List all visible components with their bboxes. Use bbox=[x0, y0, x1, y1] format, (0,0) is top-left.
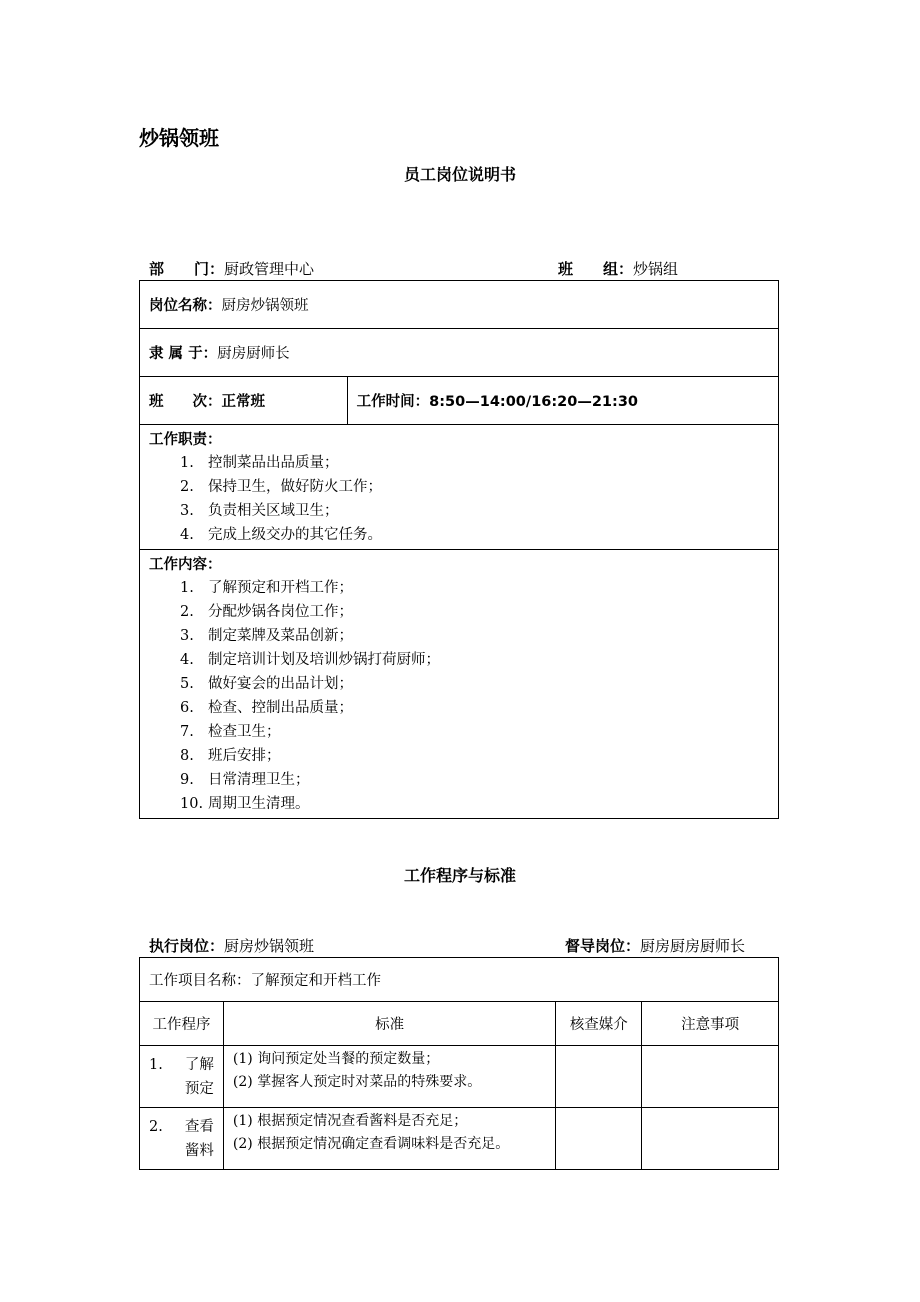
work-content-cell bbox=[140, 550, 779, 819]
table-row bbox=[140, 1046, 779, 1108]
list-item: 1. 控制菜品出品质量； bbox=[180, 455, 339, 471]
exec-position-label: 执行岗位： bbox=[149, 937, 225, 955]
list-item: 6. 检查、控制出品质量； bbox=[180, 700, 353, 716]
list-item: 10. 周期卫生清理。 bbox=[180, 796, 310, 812]
list-item: 3. 制定菜牌及菜品创新； bbox=[180, 628, 353, 644]
list-item: 8. 班后安排； bbox=[180, 748, 281, 764]
list-item: 4. 制定培训计划及培训炒锅打荷厨师； bbox=[180, 652, 440, 668]
supervise-position-label: 督导岗位： bbox=[565, 937, 641, 955]
procedure-meta-row bbox=[149, 935, 779, 957]
document-title: 炒锅领班 bbox=[139, 126, 219, 150]
reports-to-cell bbox=[140, 329, 779, 377]
duties-label: 工作职责： bbox=[149, 432, 222, 448]
standard-cell: (1) 询问预定处当餐的预定数量； (2) 掌握客人预定时对菜品的特殊要求。 bbox=[223, 1046, 555, 1108]
reports-label: 隶 属 于： bbox=[149, 346, 218, 362]
procedure-table bbox=[139, 957, 779, 1170]
step-cell: 1. 了解 预定 bbox=[140, 1046, 224, 1108]
exec-position-value: 厨房炒锅领班 bbox=[224, 937, 315, 955]
list-item: 7. 检查卫生； bbox=[180, 724, 281, 740]
work-content-label: 工作内容： bbox=[149, 557, 222, 573]
department-field bbox=[149, 258, 314, 279]
position-name-cell bbox=[140, 281, 779, 329]
standard-cell: (1) 根据预定情况查看酱料是否充足； (2) 根据预定情况确定查看调味料是否充足。 bbox=[223, 1108, 555, 1170]
group-field bbox=[558, 258, 678, 279]
position-value: 厨房炒锅领班 bbox=[221, 298, 309, 314]
shift-cell bbox=[140, 377, 348, 425]
position-label: 岗位名称： bbox=[149, 298, 222, 314]
header-notes: 注意事项 bbox=[642, 1002, 779, 1046]
supervise-position-field bbox=[565, 935, 745, 956]
exec-position-field bbox=[149, 935, 314, 956]
list-item: 2. 保持卫生，做好防火工作； bbox=[180, 479, 382, 495]
list-item: 5. 做好宴会的出品计划； bbox=[180, 676, 353, 692]
list-item: 2. 分配炒锅各岗位工作； bbox=[180, 604, 353, 620]
table-row bbox=[140, 1108, 779, 1170]
department-row bbox=[149, 258, 779, 280]
list-item: 1. 了解预定和开档工作； bbox=[180, 580, 353, 596]
duties-cell bbox=[140, 425, 779, 550]
notes-cell bbox=[642, 1108, 779, 1170]
work-item-name-cell: 工作项目名称：了解预定和开档工作 bbox=[140, 958, 779, 1002]
job-info-table bbox=[139, 280, 779, 819]
hours-label: 工作时间： bbox=[356, 394, 430, 410]
list-item: 9. 日常清理卫生； bbox=[180, 772, 310, 788]
header-procedure: 工作程序 bbox=[140, 1002, 224, 1046]
job-description-heading: 员工岗位说明书 bbox=[403, 165, 516, 184]
list-item: 4. 完成上级交办的其它任务。 bbox=[180, 527, 382, 543]
step-cell: 2. 查看 酱料 bbox=[140, 1108, 224, 1170]
work-hours-cell bbox=[347, 377, 778, 425]
list-item: 3. 负责相关区域卫生； bbox=[180, 503, 339, 519]
supervise-position-value: 厨房厨房厨师长 bbox=[640, 937, 746, 955]
group-label: 班 组： bbox=[558, 260, 634, 278]
reports-value: 厨房厨师长 bbox=[217, 346, 290, 362]
procedures-heading: 工作程序与标准 bbox=[403, 866, 516, 885]
shift-label: 班 次： bbox=[149, 394, 222, 410]
shift-value: 正常班 bbox=[221, 394, 265, 410]
header-standard: 标准 bbox=[223, 1002, 555, 1046]
department-value: 厨政管理中心 bbox=[224, 260, 315, 278]
header-check-medium: 核查媒介 bbox=[556, 1002, 642, 1046]
check-medium-cell bbox=[556, 1108, 642, 1170]
group-value: 炒锅组 bbox=[633, 260, 679, 278]
check-medium-cell bbox=[556, 1046, 642, 1108]
notes-cell bbox=[642, 1046, 779, 1108]
department-label: 部 门： bbox=[149, 260, 225, 278]
hours-value: 8:50—14:00/16:20—21:30 bbox=[429, 394, 638, 410]
